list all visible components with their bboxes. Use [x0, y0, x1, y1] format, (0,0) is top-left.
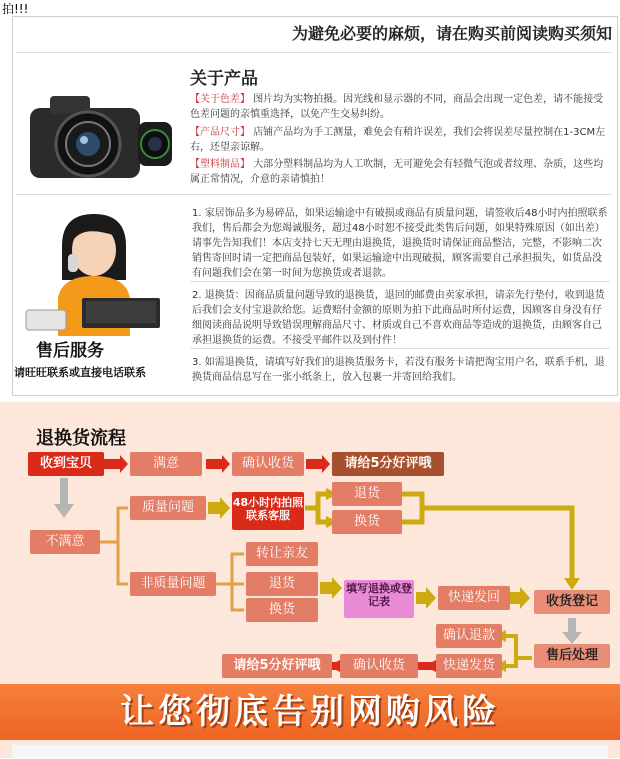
step-unsatisfied: 不满意 [30, 530, 100, 554]
about-product-title: 关于产品 [190, 69, 258, 89]
camera-icon [20, 78, 180, 190]
notice-item-tag: 【产品尺寸】 [190, 127, 250, 138]
step-return: 退货 [332, 482, 402, 506]
step-exchange-2: 换货 [246, 598, 318, 622]
after-sales-subtitle: 请旺旺联系或直接电话联系 [14, 366, 146, 379]
step-five-star-bottom: 请给5分好评哦 [222, 654, 332, 678]
step-gift-friend: 转让亲友 [246, 542, 318, 566]
top-fragment-text: 拍!!! [2, 2, 29, 16]
notice-item-tag: 【塑料制品】 [190, 159, 250, 170]
notice-item-size [190, 125, 608, 155]
notice-item-plastic [190, 157, 608, 187]
step-five-star-top: 请给5分好评哦 [332, 452, 444, 476]
bottom-strip [12, 744, 608, 759]
flow-title: 退换货流程 [36, 428, 126, 449]
step-confirm-receipt-top: 确认收货 [232, 452, 304, 476]
banner-text: 让您彻底告别网购风险 [120, 692, 500, 732]
step-received: 收到宝贝 [28, 452, 104, 476]
step-non-quality-issue: 非质量问题 [130, 572, 216, 596]
step-satisfied: 满意 [130, 452, 202, 476]
step-confirm-refund: 确认退款 [436, 624, 502, 648]
step-fill-form: 填写退换或登记表 [344, 580, 414, 618]
divider [16, 194, 612, 195]
notice-item-text: 大部分塑料制品均为人工吹制，无可避免会有轻微气泡或者纹理、杂质，这些均属正常情况，介意的亲请慎拍！ [190, 159, 604, 185]
notice-header: 为避免必要的麻烦，请在购买前阅读购买须知 [291, 24, 612, 43]
step-return-2: 退货 [246, 572, 318, 596]
notice-item-text: 图片均为实物拍摄。因光线和显示器的不同，商品会出现一定色差，请不能接受色差问题的亲慎重选择，以免产生交易纠纷。 [190, 94, 604, 120]
step-photo-48h: 48小时内拍照联系客服 [232, 492, 304, 530]
step-exchange: 换货 [332, 510, 402, 534]
policy-1: 1. 家居饰品多为易碎品，如果运输途中有破损或商品有质量问题，请签收后48小时内拍照联系我们，售后都会为您竭诚服务，超过48小时恕不接受此类售后问题，如果特殊原因（如出差）请事先告知我们！本店支持七天无理由退换货，退换货时请保证商品整洁，完整，不影响二次销售寄回时请一定把商品包装好，如果运输途中出现破损，顾客需要自己承担损失，如货品没有问题我们会在第一时间为您换货或者退款。 [192, 208, 608, 279]
notice-item-text: 店铺产品均为手工测量，难免会有稍许误差，我们会将误差尽量控制在1-3CM左右，还望亲谅解。 [190, 127, 606, 153]
after-sales-title: 售后服务 [36, 341, 104, 361]
step-after-sales-handle: 售后处理 [534, 644, 610, 668]
divider [190, 348, 610, 349]
policy-2: 2. 退换货：因商品质量问题导致的退换货，退回的邮费由卖家承担，请亲先行垫付，收到退货后我们会支付宝退款给您。运费赔付金额的原则为拍下此商品时所付运费，因顾客自身没有仔细阅读商品说明导致错误理解商品尺寸、材质或自己不喜欢商品等造成的退换货，由顾客自己承担退换货的运费。不接受平邮件以及到付件！ [192, 290, 605, 346]
divider [16, 52, 612, 53]
step-ship-back: 快递发回 [438, 586, 510, 610]
step-quality-issue: 质量问题 [130, 496, 206, 520]
step-confirm-receipt-bottom: 确认收货 [340, 654, 418, 678]
customer-service-icon [22, 206, 162, 336]
divider [190, 281, 610, 282]
notice-item-tag: 【关于色差】 [190, 94, 250, 105]
policy-3: 3. 如需退换货，请填写好我们的退换货服务卡，若没有服务卡请把淘宝用户名，联系手机，退换货商品信息写在一张小纸条上，放入包裹一并寄回给我们。 [192, 357, 605, 383]
step-ship-out: 快递发货 [436, 654, 502, 678]
step-receive-register: 收货登记 [534, 590, 610, 614]
notice-item-color [190, 92, 608, 122]
